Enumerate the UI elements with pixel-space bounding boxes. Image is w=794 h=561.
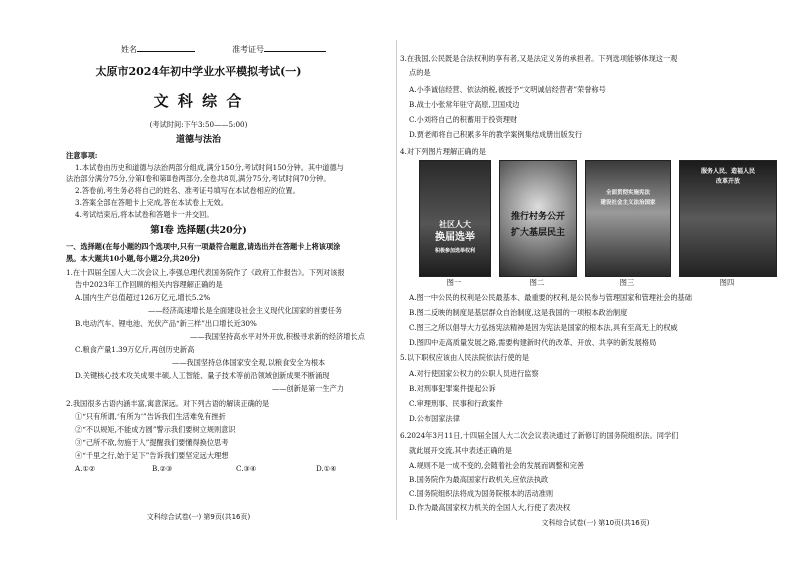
- photo-1-caption: 图一: [446, 278, 462, 287]
- ticket-label: 准考证号: [232, 45, 264, 54]
- q4-option-d: D.图四中走高质量发展之路,需要构建新时代的改革、开放、共享的新发展格局: [409, 338, 657, 347]
- q2-item-4: ④“千里之行,始于足下”告诉我们要坚定远大理想: [75, 451, 229, 460]
- q2-choice-b: B.②③: [152, 464, 173, 473]
- photo-2: [499, 160, 577, 277]
- q4-option-a: A.图一中公民的权利是公民最基本、最重要的权利,是公民参与管理国家和管理社会的基础: [409, 293, 692, 302]
- photo-3-text-1: 全面贯彻实施宪法: [605, 190, 650, 196]
- right-page: [397, 0, 794, 561]
- q4-option-b: B.图二反映的制度是基层群众自治制度,这是我国的一项根本政治制度: [409, 308, 628, 317]
- note-4: 4.考试结束后,将本试卷和答题卡一并交回。: [75, 210, 214, 219]
- q6-stem-2: 就此展开交流,其中表述正确的是: [409, 446, 512, 455]
- photo-3-text-2: 建设社会主义法治国家: [600, 200, 656, 206]
- photo-1-text-1: 社区人大: [439, 220, 471, 229]
- q2-choice-a: A.①②: [75, 464, 96, 473]
- q5-option-d: D.公布国家法律: [409, 414, 460, 423]
- q4-stem: 4.对下列图片理解正确的是: [400, 147, 486, 156]
- q1-stem-1: 1.在十四届全国人大二次会议上,李强总理代表国务院作了《政府工作报告》。下列对该报: [66, 268, 345, 277]
- q4-option-c: C.图三之所以倡导大力弘扬宪法精神是因为宪法是国家的根本法,具有至高无上的权威: [409, 323, 678, 332]
- instructions-line-2: 黑。本大题共10小题,每小题2分,共20分): [66, 254, 201, 263]
- left-footer: 文科综合试卷(一) 第9页(共16页): [146, 513, 251, 521]
- notes-title: 注意事项:: [66, 151, 98, 160]
- q1-stem-2: 告中2023年工作回顾的相关内容理解正确的是: [75, 280, 223, 289]
- q2-item-3: ③“己所不欲,勿施于人”提醒我们要懂得换位思考: [75, 438, 229, 447]
- photo-2-caption: 图二: [529, 278, 545, 287]
- ticket-blank: [264, 44, 326, 52]
- photo-2-text-2: 扩大基层民主: [510, 228, 565, 238]
- photo-3: [585, 160, 671, 277]
- part1-title: 第Ⅰ卷 选择题(共20分): [150, 225, 247, 236]
- q1-option-c-note: ——我国坚持总体国家安全观,以粮食安全为根本: [172, 358, 326, 367]
- q3-option-d: D.贾老师将自己积累多年的教学案例集结成册出版发行: [409, 130, 583, 139]
- name-label: 姓名: [121, 45, 137, 54]
- q6-option-d: D.作为最高国家权力机关的全国人大,行使了表决权: [409, 503, 571, 512]
- name-blank: [137, 44, 195, 52]
- q6-stem-1: 6.2024年3月11日,十四届全国人大二次会议表决通过了新修订的国务院组织法。同学们: [400, 431, 679, 440]
- photo-1: [419, 160, 491, 277]
- q3-option-b: B.战士小张常年驻守高原,卫国戍边: [409, 100, 520, 109]
- note-1b: 法治部分满分75分,分第Ⅰ卷和第Ⅱ卷两部分,全卷共8页,满分75分,考试时间70分钟。: [66, 174, 331, 183]
- q2-item-1: ①“只有所谓,‘有所为’”告诉我们生活难免有挫折: [75, 412, 226, 421]
- q6-option-b: B.国务院作为最高国家行政机关,应依法执政: [409, 475, 549, 484]
- exam-time: (考试时间:下午3:50——5:00): [149, 120, 248, 129]
- section-title: 道德与法治: [175, 135, 221, 145]
- q2-choice-c: C.③④: [236, 464, 257, 473]
- note-2: 2.答卷前,考生务必将自己的姓名、准考证号填写在本试卷相应的位置。: [75, 186, 300, 195]
- q5-stem: 5.以下职权应该由人民法院依法行使的是: [400, 353, 530, 362]
- photo-1-text-2: 换届选举: [435, 232, 475, 243]
- note-1: 1.本试卷由历史和道德与法治两部分组成,满分150分,考试时间150分钟。其中道德与: [75, 163, 344, 172]
- q6-option-a: A.规则不是一成不变的,会随着社会的发展而调整和完善: [409, 461, 585, 470]
- photo-1-text-3: 积极参加选举权利: [434, 248, 475, 254]
- photo-4-text-2: 改革开放: [715, 178, 740, 185]
- q3-option-a: A.小李诚信经营、依法纳税,被授予“文明诚信经营者”荣誉称号: [409, 85, 606, 94]
- exam-title: 太原市2024年初中学业水平模拟考试(一): [95, 65, 302, 78]
- photo-3-caption: 图三: [619, 278, 635, 287]
- q2-choice-d: D.①④: [316, 464, 337, 473]
- q1-option-c: C.粮食产量1.39万亿斤,再创历史新高: [75, 345, 195, 354]
- q1-option-a: A.国内生产总值超过126万亿元,增长5.2%: [75, 293, 211, 302]
- q6-option-c: C.国务院组织法将成为国务院根本的活动准则: [409, 489, 554, 498]
- photo-4-caption: 图四: [719, 278, 735, 287]
- instructions-line-1: 一、选择题(在每小题的四个选项中,只有一项最符合题意,请选出并在答题卡上将该项涂: [66, 242, 341, 251]
- q1-option-b: B.电动汽车、锂电池、光伏产品“新三样”出口增长近30%: [75, 319, 257, 328]
- q5-option-a: A.对行使国家公权力的公职人员进行监察: [409, 369, 539, 378]
- photo-4: [679, 160, 777, 277]
- q3-stem-1: 3.在我国,公民既是合法权利的享有者,又是法定义务的承担者。下列选项能够体现这一观: [400, 54, 678, 63]
- q1-option-d: D.关键核心技术攻关成果丰硕,人工智能、量子技术等前沿领域创新成果不断涌现: [75, 371, 330, 380]
- q3-option-c: C.小刘将自己的积蓄用于投资理财: [409, 115, 518, 124]
- q1-option-b-note: ——我国坚持高水平对外开放,积极寻求新的经济增长点: [190, 332, 365, 341]
- name-field: [121, 44, 195, 54]
- q1-option-d-note: ——创新是第一生产力: [272, 384, 344, 393]
- photo-2-text-1: 推行村务公开: [510, 212, 565, 222]
- q5-option-b: B.对刑事犯罪案件提起公诉: [409, 384, 496, 393]
- photo-4-text-1: 服务人民、造福人民: [700, 168, 755, 175]
- note-3: 3.答案全部在答题卡上完成,答在本试卷上无效。: [75, 198, 228, 207]
- q3-stem-2: 点的是: [409, 68, 431, 77]
- q2-stem: 2.我国很多古语内涵丰富,寓意深远。对下列古语的解读正确的是: [66, 399, 270, 408]
- q1-option-a-note: ——经济高速增长是全面建设社会主义现代化国家的首要任务: [148, 306, 343, 315]
- q2-item-2: ②“不以规矩,不能成方圆”警示我们要树立规则意识: [75, 425, 236, 434]
- ticket-field: [232, 44, 326, 54]
- subject-title: 文 科 综 合: [153, 92, 244, 110]
- q5-option-c: C.审理刑事、民事和行政案件: [409, 399, 503, 408]
- right-footer: 文科综合试卷(一) 第10页(共16页): [541, 519, 650, 527]
